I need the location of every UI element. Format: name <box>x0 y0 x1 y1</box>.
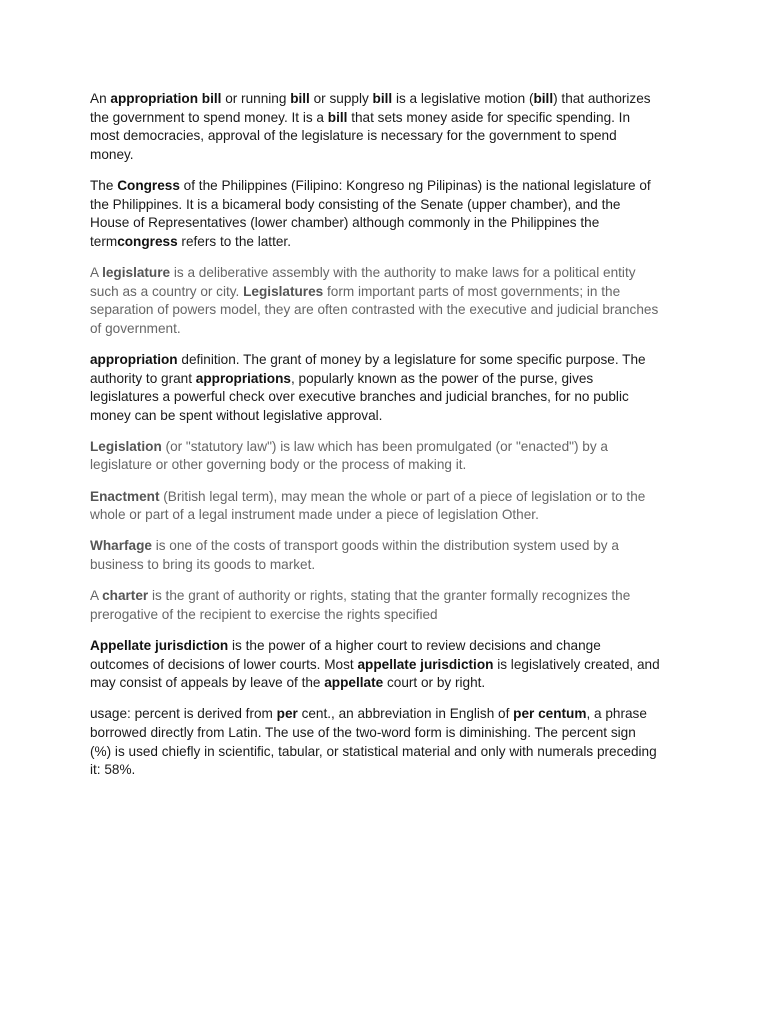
paragraph <box>90 438 660 475</box>
bold-term: congress <box>117 233 178 249</box>
text-run: A <box>90 588 103 604</box>
text-run: usage: percent is derived from <box>90 706 277 722</box>
bold-term: appellate jurisdiction <box>357 656 494 672</box>
bold-term: appropriation bill <box>110 91 222 106</box>
document-page <box>90 90 660 792</box>
paragraph <box>90 637 660 693</box>
text-run: that sets money aside for specific spending. In most democracies, approval of the legislature is necessary for the government to spend money. <box>90 109 631 162</box>
bold-term: bill <box>290 91 310 106</box>
bold-term: legislature <box>102 264 171 280</box>
text-run: is legislatively created, and may consist of appeals by leave of the <box>90 656 660 691</box>
text-run: The <box>90 177 118 193</box>
paragraph <box>90 177 660 251</box>
bold-term: bill <box>533 91 554 106</box>
paragraph <box>90 587 660 624</box>
bold-term: bill <box>327 109 348 125</box>
paragraph <box>90 537 660 574</box>
paragraph <box>90 351 660 425</box>
bold-term: appropriation <box>90 351 178 367</box>
bold-term: per <box>276 706 298 722</box>
bold-term: Appellate jurisdiction <box>90 638 229 653</box>
text-run: is a legislative motion ( <box>392 91 534 106</box>
paragraph <box>90 705 660 779</box>
text-run: of the Philippines (Filipino: Kongreso ng Pilipinas) is the national legislature of the Philippines. It is a bicameral body consisting of the Senate (upper chamber), and the House of Representatives (lower chamber) although commonly in the Philippines the term <box>90 177 651 249</box>
bold-term: Congress <box>117 177 180 193</box>
bold-term: charter <box>102 588 149 604</box>
text-run: is one of the costs of transport goods within the distribution system used by a business to bring its goods to market. <box>90 538 619 573</box>
text-run: , a phrase borrowed directly from Latin. The use of the two-word form is diminishing. The percent sign (%) is used chiefly in scientific, tabular, or statistical material and only with numerals preceding it: 58%. <box>90 706 657 778</box>
text-run: cent., an abbreviation in English of <box>297 706 514 722</box>
bold-term: Wharfage <box>90 538 152 554</box>
text-run: or supply <box>309 91 373 106</box>
bold-term: Legislatures <box>243 283 324 299</box>
bold-term: appropriations <box>195 370 291 386</box>
text-run: is the power of a higher court to review decisions and change outcomes of decisions of lower courts. Most <box>90 638 601 672</box>
paragraph <box>90 264 660 338</box>
bold-term: per centum <box>513 706 587 722</box>
text-run: An <box>90 91 111 106</box>
text-run: refers to the latter. <box>177 233 291 249</box>
text-run: ) that authorizes the government to spend money. It is a <box>90 91 651 125</box>
text-run: , popularly known as the power of the purse, gives legislatures a powerful check over executive branches and judicial branches, for no public money can be spent without legislative approval. <box>90 370 629 423</box>
text-run: A <box>90 264 103 280</box>
text-run: is a deliberative assembly with the authority to make laws for a political entity such as a country or city. <box>90 264 636 299</box>
text-run: or running <box>221 91 291 106</box>
text-run: (or "statutory law") is law which has been promulgated (or "enacted") by a legislature or other governing body or the process of making it. <box>90 438 608 473</box>
paragraph <box>90 488 660 525</box>
bold-term: Legislation <box>90 438 162 454</box>
bold-term: appellate <box>324 675 384 691</box>
bold-term: bill <box>372 91 393 106</box>
bold-term: Enactment <box>90 488 160 504</box>
text-run: definition. The grant of money by a legislature for some specific purpose. The authority to grant <box>90 351 646 386</box>
text-run: is the grant of authority or rights, stating that the granter formally recognizes the prerogative of the recipient to exercise the rights specified <box>90 588 631 622</box>
text-run: (British legal term), may mean the whole or part of a piece of legislation or to the whole or part of a legal instrument made under a piece of legislation Other. <box>90 488 646 523</box>
paragraph <box>90 90 660 164</box>
text-run: court or by right. <box>383 675 486 691</box>
text-run: form important parts of most governments; in the separation of powers model, they are often contrasted with the executive and judicial branches of government. <box>90 283 659 336</box>
